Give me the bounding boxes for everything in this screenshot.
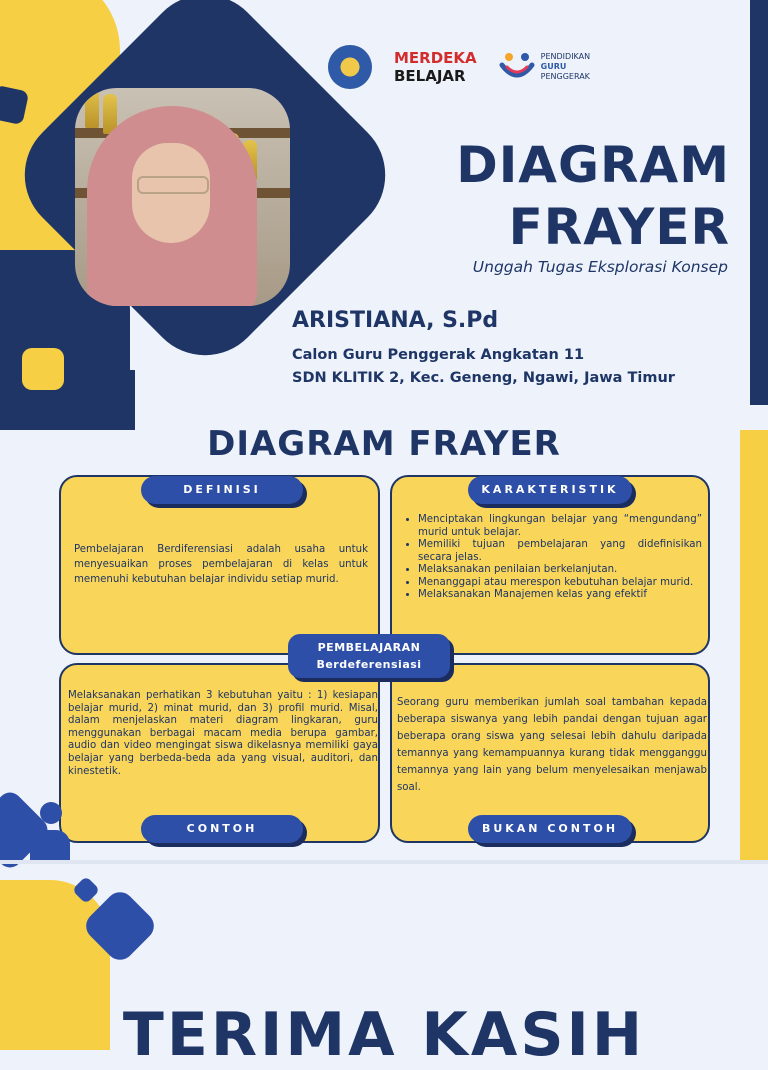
list-item: • Menciptakan lingkungan belajar yang “mengundang” murid untuk belajar. [418,514,702,539]
contoh-text: Melaksanakan perhatikan 3 kebutuhan yaitu : 1) kesiapan belajar murid, 2) minat murid, dan 3) profil murid. Misal, dalam menjelaskan materi diagram lingkaran, guru menggunakan berbagai macam media berupa gambar, audio dan video mengingat siswa dikelasnya memiliki gaya belajar yang berbeda-beda ada yang visual, auditori, dan kinestetik. [68,690,378,777]
karakteristik-label: KARAKTERISTIK [468,476,632,504]
center-concept-label: PEMBELAJARAN Berdeferensiasi [288,634,450,678]
profile-photo [75,88,290,306]
list-item: • Melaksanakan Manajemen kelas yang efektif [418,589,702,602]
page-subtitle: Unggah Tugas Eksplorasi Konsep [472,258,728,276]
decor-right-navy-bar [750,0,768,405]
list-item: • Menanggapi atau merespon kebutuhan belajar murid. [418,577,702,590]
author-school: SDN KLITIK 2, Kec. Geneng, Ngawi, Jawa Timur [292,370,675,386]
definisi-label: DEFINISI [141,476,303,504]
decor-blue-block [30,830,70,860]
definisi-text: Pembelajaran Berdiferensiasi adalah usaha untuk menyesuaikan proses pembelajaran di kelas untuk memenuhi kebutuhan belajar individu setiap murid. [74,544,368,585]
thanks-heading: TERIMA KASIH [122,1000,646,1070]
list-item: • Memiliki tujuan pembelajaran yang didefinisikan secara jelas. [418,539,702,564]
decor-navy-strip [0,370,135,430]
decor-right-yellow-bar [740,430,768,860]
logo-row [328,44,590,90]
list-item: • Melaksanakan penilaian berkelanjutan. [418,564,702,577]
author-info [292,344,675,390]
decor-small-yellow-square [22,348,64,390]
bukan-contoh-text: Seorang guru memberikan jumlah soal tambahan kepada beberapa siswanya yang lebih pandai dengan tujuan agar beberapa orang siswa yang selesai lebih dahulu daripada temannya yang kemampuannya kurang tidak mengganggu temannya yang lain yang belum menyelesaikan menjawab soal. [397,697,707,793]
page-divider [0,860,768,864]
karakteristik-list [404,514,702,602]
decor-blue-dot [40,802,62,824]
section-title: DIAGRAM FRAYER [207,424,561,464]
page-title: DIAGRAM FRAYER [456,136,730,256]
guru-penggerak-icon [499,49,535,85]
guru-penggerak-logo: PENDIDIKAN GURU PENGGERAK [499,49,590,85]
bukan-contoh-label: BUKAN CONTOH [468,815,632,843]
tut-wuri-emblem-icon [328,45,372,89]
author-role: Calon Guru Penggerak Angkatan 11 [292,347,585,363]
author-name: ARISTIANA, S.Pd [292,308,499,333]
merdeka-belajar-logo: MERDEKA BELAJAR [394,49,477,85]
contoh-label: CONTOH [141,815,303,843]
